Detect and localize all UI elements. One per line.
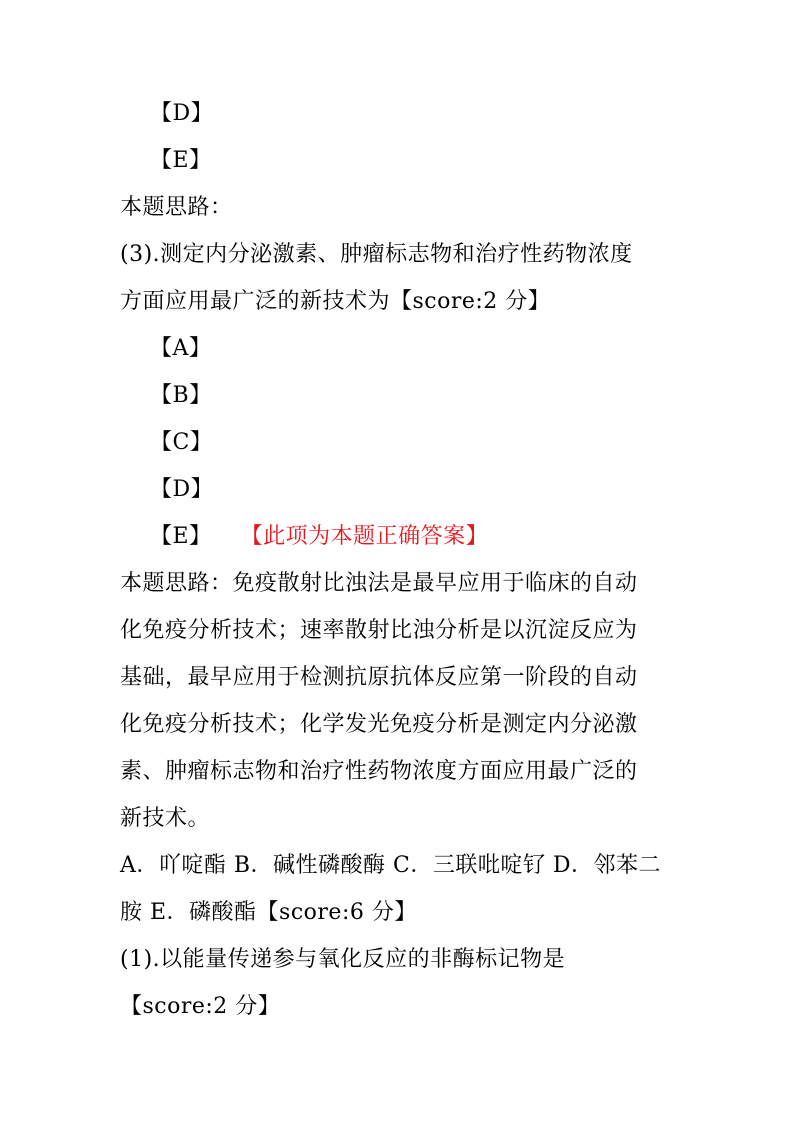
analysis-label: 本题思路：: [120, 195, 233, 220]
option-e-correct: [150, 522, 488, 552]
option-d: 【D】: [150, 101, 214, 126]
option-d: 【D】: [150, 477, 214, 502]
option-a: 【A】: [150, 336, 212, 361]
option-e: 【E】: [150, 148, 212, 173]
question-1-score: 【score:2 分】: [120, 994, 281, 1019]
question-1-line-1: (1).以能量传递参与氧化反应的非酶标记物是: [120, 947, 566, 972]
analysis-line-3: 基础，最早应用于检测抗原抗体反应第一阶段的自动: [120, 665, 638, 690]
option-b: 【B】: [150, 383, 212, 408]
analysis-line-4: 化免疫分析技术；化学发光免疫分析是测定内分泌激: [120, 712, 638, 737]
choices-line-2: 胺 E．磷酸酯【score:6 分】: [120, 900, 417, 925]
question-3-line-2: 方面应用最广泛的新技术为【score:2 分】: [120, 289, 551, 314]
option-c: 【C】: [150, 430, 213, 455]
analysis-line-6: 新技术。: [120, 806, 211, 831]
question-3-line-1: (3).测定内分泌激素、肿瘤标志物和治疗性药物浓度: [120, 242, 633, 267]
option-e-label: 【E】: [150, 524, 212, 549]
analysis-line-1: 本题思路：免疫散射比浊法是最早应用于临床的自动: [120, 571, 638, 596]
choices-line-1: A．吖啶酯 B．碱性磷酸酶 C．三联吡啶钌 D．邻苯二: [120, 853, 662, 878]
correct-answer-marker: 【此项为本题正确答案】: [251, 524, 489, 549]
analysis-line-2: 化免疫分析技术；速率散射比浊分析是以沉淀反应为: [120, 618, 638, 643]
analysis-line-5: 素、肿瘤标志物和治疗性药物浓度方面应用最广泛的: [120, 759, 638, 784]
